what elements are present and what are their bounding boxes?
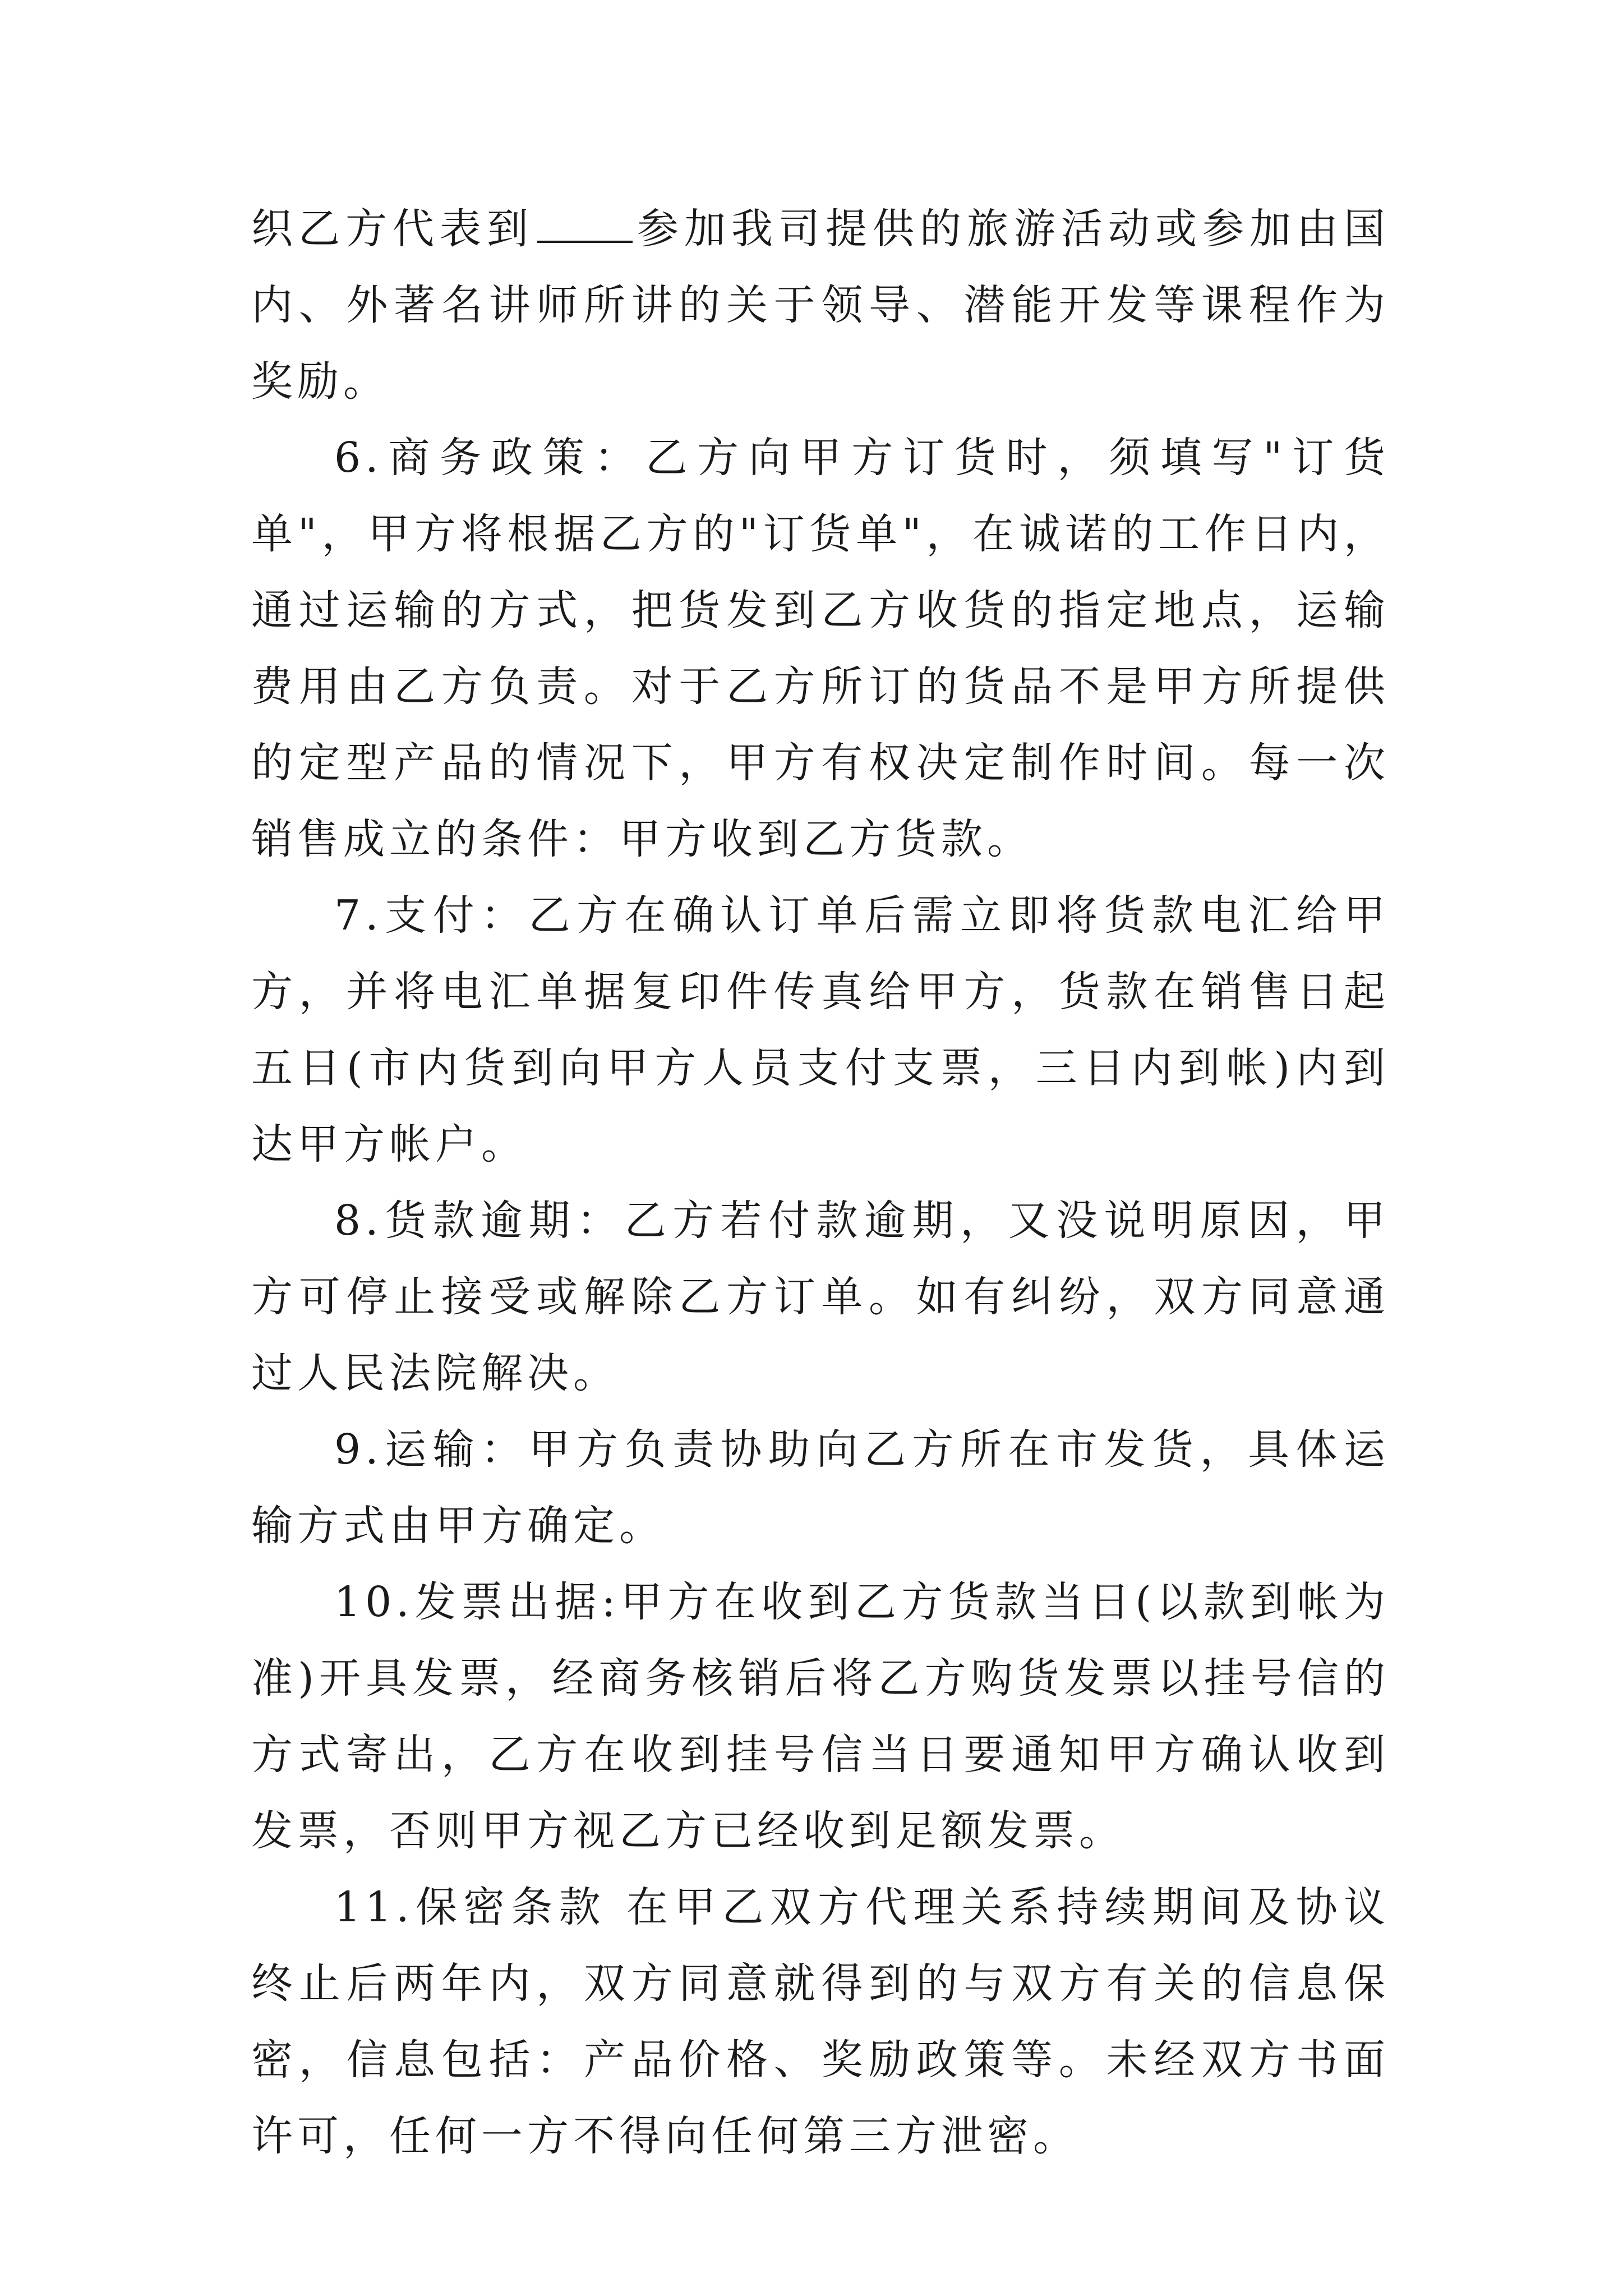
continuation-text-after: 参加我司提供的旅游活动或参加由国内、外著名讲师所讲的关于领导、潜能开发等课程作为奖励。 (251, 205, 1390, 406)
fill-in-blank (537, 206, 633, 243)
clause-8-overdue-payment: 8.货款逾期：乙方若付款逾期，又没说明原因，甲方可停止接受或解除乙方订单。如有纠纷，双方同意通过人民法院解决。 (251, 1197, 1390, 1397)
clause-7-payment: 7.支付：乙方在确认订单后需立即将货款电汇给甲方，并将电汇单据复印件传真给甲方，货款在销售日起五日(市内货到向甲方人员支付支票，三日内到帐)内到达甲方帐户。 (251, 891, 1390, 1168)
continuation-paragraph (251, 191, 1390, 420)
clause-9-transport: 9.运输：甲方负责协助向乙方所在市发货，具体运输方式由甲方确定。 (251, 1425, 1390, 1550)
continuation-text-before: 织乙方代表到 (251, 205, 534, 253)
clause-11-confidentiality: 11.保密条款 在甲乙双方代理关系持续期间及协议终止后两年内，双方同意就得到的与双方有关的信息保密，信息包括：产品价格、奖励政策等。未经双方书面许可，任何一方不得向任何第三方泄密。 (251, 1883, 1390, 2160)
clause-6-business-policy: 6.商务政策：乙方向甲方订货时，须填写"订货单"，甲方将根据乙方的"订货单"，在诚诺的工作日内，通过运输的方式，把货发到乙方收货的指定地点，运输费用由乙方负责。对于乙方所订的货品不是甲方所提供的定型产品的情况下，甲方有权决定制作时间。每一次销售成立的条件：甲方收到乙方货款。 (251, 434, 1390, 863)
clause-10-invoice: 10.发票出据:甲方在收到乙方货款当日(以款到帐为准)开具发票，经商务核销后将乙方购货发票以挂号信的方式寄出，乙方在收到挂号信当日要通知甲方确认收到发票，否则甲方视乙方已经收到足额发票。 (251, 1578, 1390, 1855)
document-body (251, 191, 1390, 2174)
